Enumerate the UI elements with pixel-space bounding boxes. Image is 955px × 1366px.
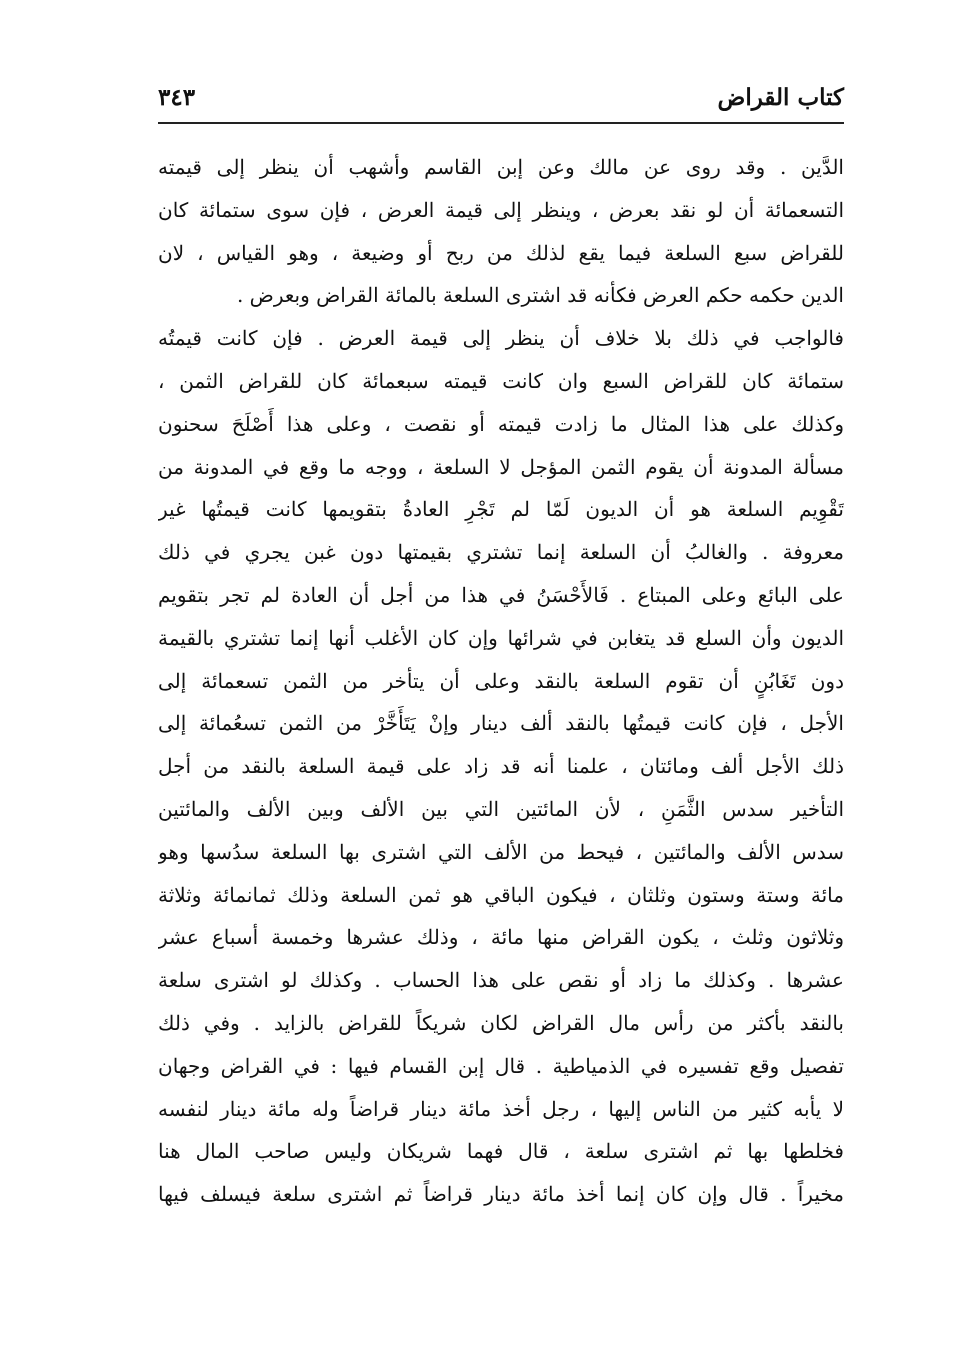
text-line: وكذلك على هذا المثال ما زادت قيمته أو نقصت ، وعلى هذا أَصْلَحَ سحنون [158,411,844,436]
text-line: ذلك الأجل ألف ومائتان ، علمنا أنه قد زاد على قيمة السلعة بالنقد من أجل [158,754,844,779]
text-line: مسألة المدونة أن يقوم الثمن المؤجل لا السلعة ، ووجه ما وقع في المدونة من [158,454,844,479]
text-line: للقراض سبع السلعة فيما يقع لذلك من ربح أو وضيعة ، وهو القياس ، لان [158,240,844,265]
text-line: ستمائة كان للقراض السبع وان كانت قيمته سبعمائة كان للقراض الثمن ، [158,368,844,393]
text-line: مائة وستة وستون وثلثان ، فيكون الباقي هو ثمن السلعة وذلك ثمانمائة وثلاثة [158,882,844,907]
text-line: سدس الألف والمائتين ، فيحط من الألف التي اشترى بها السلعة سدُسها وهو [158,839,844,864]
text-line: الأجل ، فإن كانت قيمتُها بالنقد ألف دينار وإنْ يَتَأَخَّرْ من الثمن تسعُمائة إلى [158,711,844,736]
text-line: الدين حكمه حكم العرض فكأنه قد اشترى السلعة بالمائة القراض وبعرض . [236,283,844,308]
text-line: دون تَغَابُنٍ أن تقوم السلعة بالنقد وعلى أن يتأخر من الثمن تسعمائة إلى [158,668,844,693]
text-line: عشرها . وكذلك ما زاد أو نقص على هذا الحساب . وكذلك لو اشترى سلعة [158,968,844,993]
text-line: التسعمائة أن لو نقد بعرض ، وينظر إلى قيمة العرض ، فإن سوى ستمائة كان [158,197,844,222]
text-line: معروفة . والغالبُ أن السلعة إنما تشتري بقيمتها دون غبن يجري في ذلك [158,540,844,565]
text-line: مخيراً . قال وإن كان إنما أخذ مائة دينار قراضاً ثم اشترى سلعة فيسلف فيها [158,1182,844,1207]
page-header [158,82,844,124]
text-line: تفصيل وقع تفسيره في الذمياطية . قال إبن القسام فيها : في القراض وجهان [158,1053,844,1078]
text-line: على البائع وعلى المبتاع . فَالأَحْسَنُ في هذا من أجل أن العادة لم تجر بتقويم [158,582,844,607]
text-line: تَقْوِيم السلعة هو أن الديون لَمّا لم تَجْرِ العادةُ بتقويمها كانت قيمتُها غير [158,497,844,522]
page-number: ٣٤٣ [158,84,196,111]
running-title: كتاب القراض [717,84,844,111]
body-text [158,146,844,1216]
text-line: فخلطها بها ثم اشترى سلعة ، قال فهما شريكان وليس صاحب المال هنا [158,1139,844,1164]
text-line: الديون وأن السلع قد يتغابن في شرائها وإن كان الأغلب أنها إنما تشتري بالقيمة [158,625,844,650]
text-line: فالواجب في ذلك بلا خلاف أن ينظر إلى قيمة العرض . فإن كانت قيمتُه [158,326,844,351]
text-line: لا يأبه كثير من الناس إليها ، رجل أخذ مائة دينار قراضاً وله مائة دينار لنفسه [158,1096,844,1121]
text-line: بالنقد بأكثر من رأس مال القراض لكان شريكاً للقراض بالزايد . وفي ذلك [158,1010,844,1035]
text-line: وثلاثون وثلث ، يكون القراض منها مائة ، وذلك عشرها وخمسة أسباع عشر [158,925,844,950]
text-line: الدَّين . وقد روى عن مالك وعن إبن القاسم وأشهب أن ينظر إلى قيمته [158,155,844,179]
text-line: التأخير سدس الثَّمَنِ ، لأن المائتين التي بين الألف وبين الألف والمائتين [158,796,844,821]
